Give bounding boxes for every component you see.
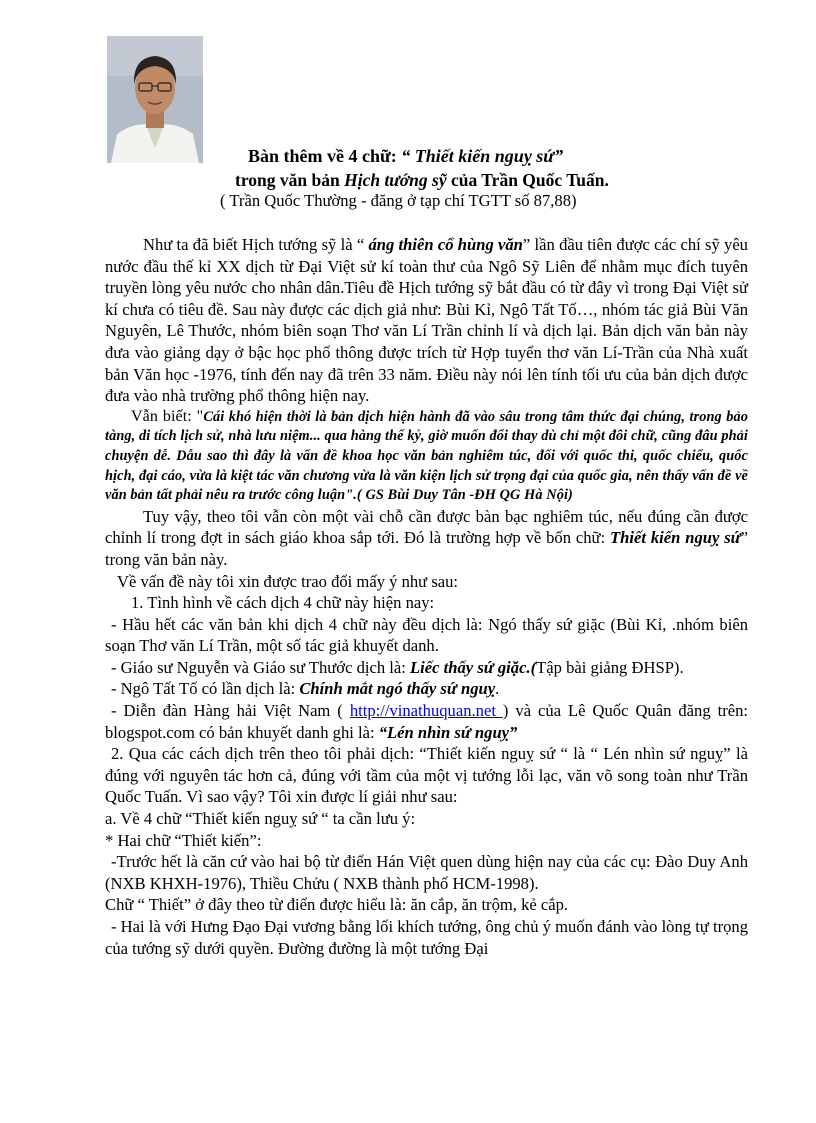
bullet-item: - Hầu hết các văn bản khi dịch 4 chữ này đều dịch là: Ngó thấy sứ giặc (Bùi Kỉ, .nhóm biên soạn Thơ văn Lí Trần, một số tác giả khuyết danh. [105,614,748,656]
text-run: ) và của Lê Quốc Quân đăng trên: blogspot.com có bản khuyết danh ghi là: [105,701,749,742]
article-subtitle [235,170,609,192]
title-prefix: Bàn thêm về 4 chữ: [248,146,402,166]
author-photo [107,36,203,163]
article-body [105,234,748,959]
sub-heading: * Hai chữ “Thiết kiến”: [105,830,262,850]
bullet-item: - Hai là với Hưng Đạo Đại vương bằng lối khích tướng, ông chủ ý muốn đánh vào lòng tự trọng của tướng sỹ dưới quyền. Đường đường là một tướng Đại [105,917,748,958]
definition-line: Chữ “ Thiết” ở đây theo từ điển được hiểu là: ăn cắp, ăn trộm, kẻ cắp. [105,895,569,915]
sub-item-a: a. Về 4 chữ “Thiết kiến nguỵ sứ “ ta cần lưu ý: [105,809,416,829]
bullet-item [105,678,748,700]
bullet-item [105,657,748,679]
text-run: ” lần đầu tiên được các chí sỹ yêu nước đầu thế kỉ XX dịch từ Đại Việt sử kí toàn thư của Ngô Sỹ Liên để nhằm mục đích tuyên truyền lòng yêu nước cho nhân dân.Tiêu đề Hịch tướng sỹ bắt đầu có từ đây vì trong Đại Việt sử kí chưa có tiêu đề. Sau này được các dịch giả như: Bùi Kỉ, Ngô Tất Tố…, nhóm tác giả Bùi Văn Nguyên, Lê Thước, nhóm biên soạn Thơ văn Lí Trần chỉnh lí và dịch lại. Bản dịch văn bản này đưa vào giảng dạy ở bậc học phổ thông được trích từ Hợp tuyển thơ văn Lí-Trần của Nhà xuất bản Văn học -1976, tính đến nay đã trên 33 năm. Điều này nói lên tính tối ưu của bản dịch được đưa vào nhà trường phổ thông hiện nay. [105,235,748,406]
text-run: Tuy vậy, theo tôi vẫn còn một vài chỗ cần được bàn bạc nghiêm túc, nếu đúng cần được chỉnh lí trong đợt in sách giáo khoa sắp tới. Đó là trường hợp về bốn chữ: [105,506,748,548]
vinathuquan-link[interactable]: http://vinathuquan.net [349,701,503,721]
article-title [248,146,563,168]
emphasis: áng thiên cổ hùng văn [364,235,523,254]
article-byline: ( Trần Quốc Thường - đăng ở tạp chí TGTT số 87,88) [220,191,577,210]
bullet-item: -Trước hết là căn cứ vào hai bộ từ điển Hán Việt quen dùng hiện nay của các cụ: Đào Duy Anh (NXB KHXH-1976), Thiều Chửu ( NXB thành phố HCM-1998). [105,852,748,893]
quote-lead: Vẫn biết: " [131,407,204,425]
text-run: - Ngô Tất Tố có lần dịch là: [111,679,300,699]
subtitle-suffix: của Trần Quốc Tuấn. [446,170,609,190]
emphasis: Chính mắt ngó thấy sứ nguỵ [299,679,496,699]
numbered-item-2: 2. Qua các cách dịch trên theo tôi phải dịch: “Thiết kiến nguỵ sứ “ là “ Lén nhìn sứ nguỵ” là đúng với nguyên tác hơn cả, đúng với tầm của một vị tướng lỗi lạc, văn võ song toàn như Trần Quốc Tuấn. Vì sao vậy? Tôi xin được lí giải như sau: [105,744,748,807]
numbered-item-1: 1. Tình hình về cách dịch 4 chữ này hiện nay: [131,593,435,613]
paragraph-exchange: Về vấn đề này tôi xin được trao đổi mấy ý như sau: [117,571,459,591]
paragraph-intro [105,234,748,407]
quote-paragraph [105,407,748,506]
subtitle-prefix: trong văn bản [235,170,345,190]
paragraph-discussion [105,506,748,571]
text-run: - Giáo sư Nguyễn và Giáo sư Thước dịch là: [111,657,411,677]
text-run: ” trong văn bản này. [105,528,748,569]
text-run: Tập bài giảng ĐHSP). [536,657,684,677]
text-run: - Diễn đàn Hàng hải Việt Nam ( [111,701,350,721]
text-run: . [495,679,500,699]
title-emphasis: “ Thiết kiến nguỵ sứ” [401,146,564,166]
emphasis: Liếc thấy sứ giặc.( [410,657,537,677]
emphasis: “Lén nhìn sứ nguỵ” [378,722,518,742]
emphasis: Thiết kiến nguỵ sứ [610,528,741,548]
author-portrait-icon [107,36,203,163]
quote-text: Cái khó hiện thời là bản dịch hiện hành đã vào sâu trong tâm thức đại chúng, trong bảo tàng, di tích lịch sử, nhà lưu niệm... qua hàng thế kỷ, giờ muốn đổi thay dù chỉ một đôi chữ, cũng đâu phải chuyện dễ. Dẫu sao thì đây là vấn đề khoa học văn bản nghiêm túc, đối với quốc thi, quốc chiếu, quốc hịch, đại cáo, vừa là kiệt tác văn chương vừa là văn kiện lịch sử trọng đại của quốc gia, nên thấy vấn đề về văn bản tất phải nêu ra trước công luận".( GS Bùi Duy Tân -ĐH QG Hà Nội) [105,408,748,504]
subtitle-emphasis: Hịch tướng sỹ [344,170,447,190]
bullet-item [105,700,748,743]
text-run: Như ta đã biết Hịch tướng sỹ là “ [143,235,365,254]
